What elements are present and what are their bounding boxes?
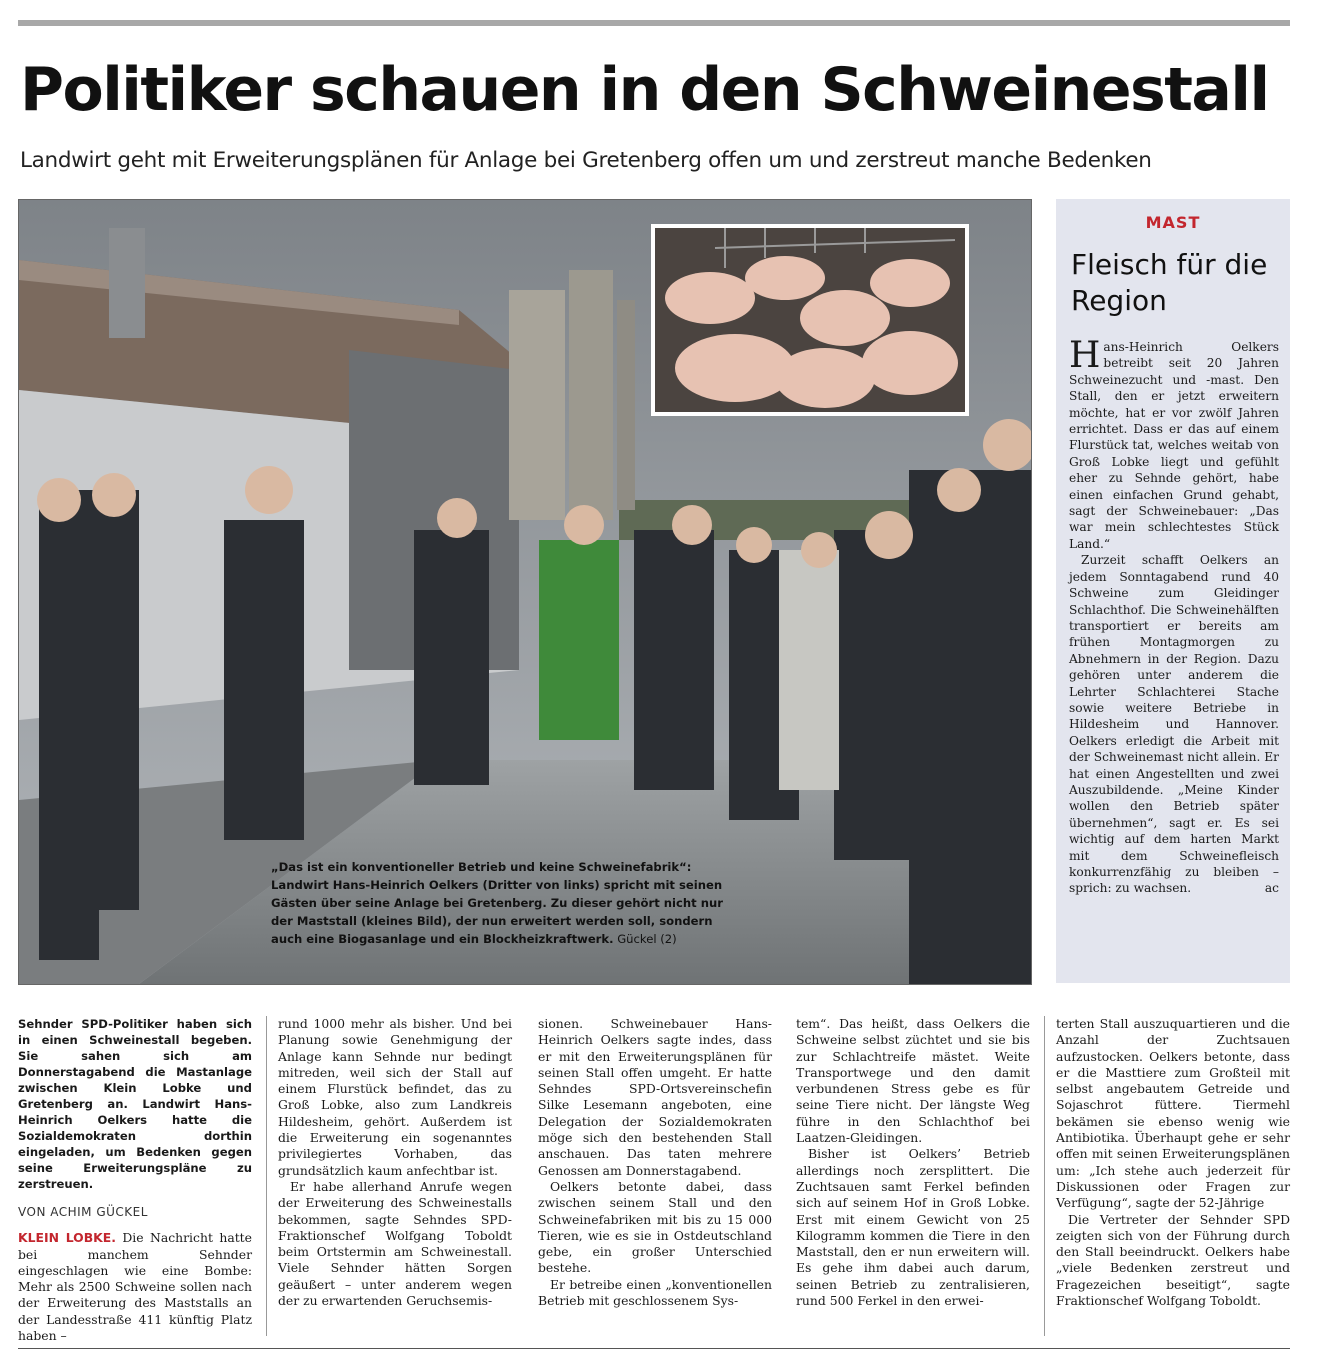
headline: Politiker schauen in den Schweinestall: [20, 55, 1269, 125]
column-divider: [1044, 1016, 1045, 1336]
photo-caption: [267, 856, 745, 950]
col3-paragraph-3: Er betreibe einen „konventionellen Betrieb mit geschlossenem Sys-: [538, 1276, 772, 1309]
article-column-3: [538, 1016, 772, 1309]
photo-credit: Gückel (2): [613, 932, 677, 946]
article-lead: Sehnder SPD-Politiker haben sich in einen Schweinestall begeben. Sie sahen sich am Donnerstagabend die Mastanlage zwischen Klein Lobke und Gretenberg an. Landwirt Hans-Heinrich Oelkers hatte die Sozialdemokraten dorthin eingeladen, um Bedenken gegen seine Erweiterungspläne zu zerstreuen.: [18, 1017, 252, 1191]
col4-paragraph-2: Bisher ist Oelkers’ Betrieb allerdings noch zersplittert. Die Zuchtsauen samt Ferkel befinden sich auf seinem Hof in Groß Lobke. Erst mit einem Gewicht von 25 Kilogramm kommen die Tiere in den Maststall, den er nun erweitern will. Es gehe ihm dabei auch darum, seinen Betrieb zu zentralisieren, rund 500 Ferkel in den erwei-: [796, 1146, 1030, 1309]
sidebar-paragraph-1: ans-Heinrich Oelkers betreibt seit 20 Jahren Schweinezucht und -mast. Den Stall, den er jetzt erweitern möchte, hat er vor zwölf Jahren errichtet. Dass er das auf einem Flurstück tat, welches weitab von Groß Lobke liegt und gefühlt eher zu Sehnde gehört, habe einen einfachen Grund gehabt, sagt der Schweinebauer: „Das war mein schlechtestes Stück Land.“: [1069, 340, 1279, 551]
article-column-1: [18, 1016, 252, 1344]
col4-paragraph-1: tem“. Das heißt, dass Oelkers die Schweine selbst züchtet und sie bis zur Schlachtreife mästet. Weite Transportwege und den damit verbundenen Stress gebe es für seine Tiere nicht. Der längste Weg führe in den Schlachthof bei Laatzen-Gleidingen.: [796, 1016, 1030, 1146]
pigs-illustration: [655, 228, 965, 412]
sidebar-dropcap: H: [1069, 335, 1101, 376]
col5-paragraph-1: terten Stall auszuquartieren und die Anzahl der Zuchtsauen aufzustocken. Oelkers betonte, dass er die Masttiere zum Großteil mit selbst angebautem Getreide und Sojaschrot füttere. Tiermehl bekämen sie ebenso wenig wie Antibiotika. Überhaupt gehe er sehr offen mit seinen Erweiterungsplänen um: „Ich stehe auch jederzeit für Diskussionen oder Fragen zur Verfügung“, sagte der 52-Jährige: [1056, 1016, 1290, 1211]
inset-photo-pigs: [651, 224, 969, 416]
sidebar-paragraph-2: Zurzeit schafft Oelkers an jedem Sonntagabend rund 40 Schweine zum Gleidinger Schlachthof. Die Schweinehälften transportiert er bereits am frühen Montagmorgen zu Abnehmern in der Region. Dazu gehören unter anderem die Lehrter Schlachterei Stache sowie weitere Betriebe in Hildesheim und Hannover. Oelkers erledigt die Arbeit mit der Schweinemast nicht allein. Er hat einen Angestellten und zwei Auszubildende. „Meine Kinder wollen den Betrieb später übernehmen“, sagt er. Es sei wichtig auf dem harten Markt mit dem Schweinefleisch konkurrenzfähig zu bleiben – sprich: zu wachsen.: [1069, 553, 1279, 896]
top-rule: [18, 20, 1290, 26]
col3-paragraph-1: sionen. Schweinebauer Hans-Heinrich Oelkers sagte indes, dass er mit den Erweiterungsplänen für seinen Stall offen umgeht. Er hatte Sehndes SPD-Ortsvereinschefin Silke Lesemann angeboten, eine Delegation der Sozialdemokraten möge sich den bestehenden Stall anschauen. Das taten mehrere Genossen am Donnerstagabend.: [538, 1016, 772, 1178]
sidebar-box: [1056, 199, 1290, 983]
article-column-2: [278, 1016, 512, 1309]
sidebar-signature: ac: [1264, 881, 1279, 896]
col2-paragraph-2: Er habe allerhand Anrufe wegen der Erweiterung des Schweinestalls bekommen, sagte Sehndes SPD-Fraktionschef Wolfgang Toboldt beim Ortstermin am Schweinestall. Viele Sehnder hätten Sorgen geäußert – unter anderem wegen der zu erwartenden Geruchsemis-: [278, 1178, 512, 1309]
sidebar-text: [1069, 335, 1279, 897]
col5-paragraph-2: Die Vertreter der Sehnder SPD zeigten sich von der Führung durch den Stall beeindruckt. Oelkers habe „viele Bedenken zerstreut und Fragezeichen beseitigt“, sagte Fraktionschef Wolfgang Toboldt.: [1056, 1211, 1290, 1309]
subheadline: Landwirt geht mit Erweiterungsplänen für Anlage bei Gretenberg offen um und zerstreut manche Bedenken: [20, 148, 1152, 173]
column-divider: [266, 1016, 267, 1336]
article-column-5: [1056, 1016, 1290, 1309]
col2-paragraph-1: rund 1000 mehr als bisher. Und bei Planung sowie Genehmigung der Anlage kann Sehnde nur bedingt mitreden, weil sich der Stall auf einem Flurstück befindet, das zu Groß Lobke, also zum Landkreis Hildesheim, gehört. Außerdem ist die Erweiterung ein sogenanntes privilegiertes Vorhaben, das grundsätzlich kaum anfechtbar ist.: [278, 1016, 512, 1178]
sidebar-headline: Fleisch für die Region: [1071, 248, 1268, 317]
article-byline: VON ACHIM GÜCKEL: [18, 1205, 148, 1219]
col3-paragraph-2: Oelkers betonte dabei, dass zwischen seinem Stall und den Schweinefabriken mit bis zu 15 000 Tieren, wie es sie in Ostdeutschland gebe, ein großer Unterschied bestehe.: [538, 1178, 772, 1276]
caption-text: „Das ist ein konventioneller Betrieb und keine Schweinefabrik“: Landwirt Hans-Heinrich Oelkers (Dritter von links) spricht mit seinen Gästen über seine Anlage bei Gretenberg. Zu dieser gehört nicht nur der Maststall (kleines Bild), der nun erweitert werden soll, sondern auch eine Biogasanlage und ein Blockheizkraftwerk.: [271, 860, 723, 946]
bottom-rule: [18, 1348, 1290, 1349]
article-dateline: KLEIN LOBKE.: [18, 1230, 116, 1246]
sidebar-kicker: MAST: [1145, 213, 1201, 232]
article-column-4: [796, 1016, 1030, 1309]
main-photo: [18, 199, 1032, 985]
col1-paragraph-1: Die Nachricht hatte bei manchem Sehnder eingeschlagen wie eine Bombe: Mehr als 2500 Schweine sollen nach der Erweiterung des Maststalls an der Landesstraße 411 künftig Platz haben –: [18, 1230, 252, 1344]
